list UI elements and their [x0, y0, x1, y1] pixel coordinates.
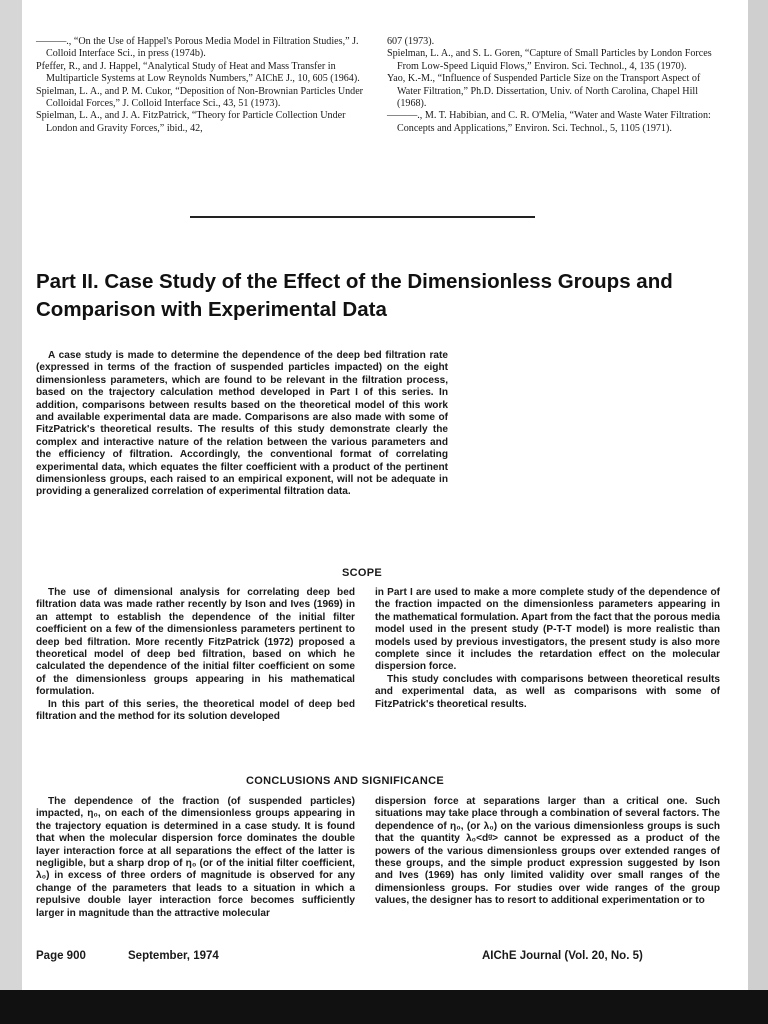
reference-entry: ———., “On the Use of Happel's Porous Media Model in Filtration Studies,” J. Colloid Interface Sci., in press (1974b). — [36, 36, 359, 60]
scan-bottom-band — [0, 990, 768, 1024]
reference-entry: Spielman, L. A., and S. L. Goren, “Capture of Small Particles by London Forces From Low-Speed Liquid Flows,” Environ. Sci. Technol., 4, 135 (1970). — [387, 48, 712, 72]
reference-entry: Spielman, L. A., and J. A. FitzPatrick, “Theory for Particle Collection Under London and Gravity Forces,” ibid., 42, — [36, 110, 346, 134]
scope-right-column — [375, 587, 720, 711]
reference-entry: ———., M. T. Habibian, and C. R. O'Melia, “Water and Waste Water Filtration: Concepts and Applications,” Environ. Sci. Technol., 5, 1105 (1971). — [387, 110, 711, 134]
references-right-column — [387, 36, 720, 135]
reference-entry: Spielman, L. A., and P. M. Cukor, “Deposition of Non-Brownian Particles Under Colloidal Forces,” J. Colloid Interface Sci., 43, 51 (1973). — [36, 85, 364, 110]
conclusions-heading: CONCLUSIONS AND SIGNIFICANCE — [246, 775, 445, 787]
journal-citation: AIChE Journal (Vol. 20, No. 5) — [482, 950, 643, 962]
issue-date: September, 1974 — [128, 950, 219, 962]
conclusions-paragraph: The dependence of the fraction (of suspended particles) impacted, η₀, on each of the dimensionless groups appearing in the trajectory equation is determined in a case study. It is found that when the molecular dispersion force dominates the double layer interaction force at all separations the effect of the latter is negligible, but a sharp drop of η₀ (or of the initial filter coefficient, λ₀) in excess of three orders of magnitude is observed for any change of the parameters that leads to a situation in which a repulsive double layer interaction force becomes sufficiently larger in magnitude than the attractive molecular — [36, 796, 355, 919]
scope-paragraph: In this part of this series, the theoretical model of deep bed filtration and the method for its solution developed — [36, 698, 355, 723]
scan-gutter-left — [0, 0, 22, 990]
page-number: Page 900 — [36, 950, 86, 962]
reference-entry: 607 (1973). — [387, 36, 435, 47]
scope-paragraph: This study concludes with comparisons between theoretical results and experimental data, as well as comparisons with some of FitzPatrick's theoretical results. — [375, 673, 720, 710]
scope-heading: SCOPE — [342, 567, 383, 579]
conclusions-paragraph: dispersion force at separations larger than a critical one. Such situations may take place through a combination of several factors. The dependence of η₀, (or λ₀) on the various dimensionless groups is such that the quantity λ₀<dᵍ> cannot be expressed as a product of the powers of the various dimensionless groups over extended ranges of these groups, and the simple product expression suggested by Ison and Ives (1969) has only limited validity over small ranges of the dimensionless groups. For studies over wide ranges of the group values, the designer has to resort to additional experimentation or to — [375, 796, 720, 907]
scope-paragraph: The use of dimensional analysis for correlating deep bed filtration data was made rather recently by Ison and Ives (1969) in an attempt to establish the dependence of the initial filter coefficient on a few of the dimensionless parameters pertinent to deep bed filtration. More recently FitzPatrick (1972) proposed a theoretical model of deep bed filtration, based on which he calculated the dependence of the initial filter coefficient on some of the dimensionless groups appearing in his mathematical formulation. — [36, 587, 355, 698]
conclusions-right-column — [375, 796, 720, 908]
references-left-column — [36, 36, 366, 135]
scan-gutter-right — [748, 0, 768, 990]
reference-entry: Yao, K.-M., “Influence of Suspended Particle Size on the Transport Aspect of Water Filtration,” Ph.D. Dissertation, Univ. of North Carolina, Chapel Hill (1968). — [387, 73, 701, 110]
scope-paragraph: in Part I are used to make a more complete study of the dependence of the fraction impacted on the dimensionless parameters appearing in the mathematical formulation. Apart from the fact that the porous media model used in the present study (P-T-T model) is more realistic than models used by previous investigators, the present study is also more complete since it includes the retardation effect on the molecular dispersion force. — [375, 587, 720, 673]
scope-left-column — [36, 587, 355, 723]
conclusions-left-column — [36, 796, 355, 920]
reference-entry: Pfeffer, R., and J. Happel, “Analytical Study of Heat and Mass Transfer in Multiparticle Systems at Low Reynolds Numbers,” AIChE J., 10, 605 (1964). — [36, 60, 360, 85]
section-divider — [190, 216, 535, 218]
part-title: Part II. Case Study of the Effect of the Dimensionless Groups and Comparison with Experimental Data — [36, 270, 673, 321]
abstract: A case study is made to determine the dependence of the deep bed filtration rate (expressed in terms of the fraction of suspended particles impacted) on the eight dimensionless parameters, which are found to be relevant in the filtration process, based on the trajectory calculation method developed in Part I of this series. In addition, comparisons between results based on the theoretical model of this work and available experimental data are made. Comparisons are also made with some of FitzPatrick's theoretical results. The results of this study demonstrate clearly the complex and interactive nature of the relation between the various parameters and the efficiency of filtration. Accordingly, the conventional format of correlating experimental data, which equates the filter coefficient with a product of the pertinent dimensionless groups, each raised to an empirical exponent, will not be adequate in providing a generalized correlation of experimental filtration data. — [36, 350, 448, 498]
